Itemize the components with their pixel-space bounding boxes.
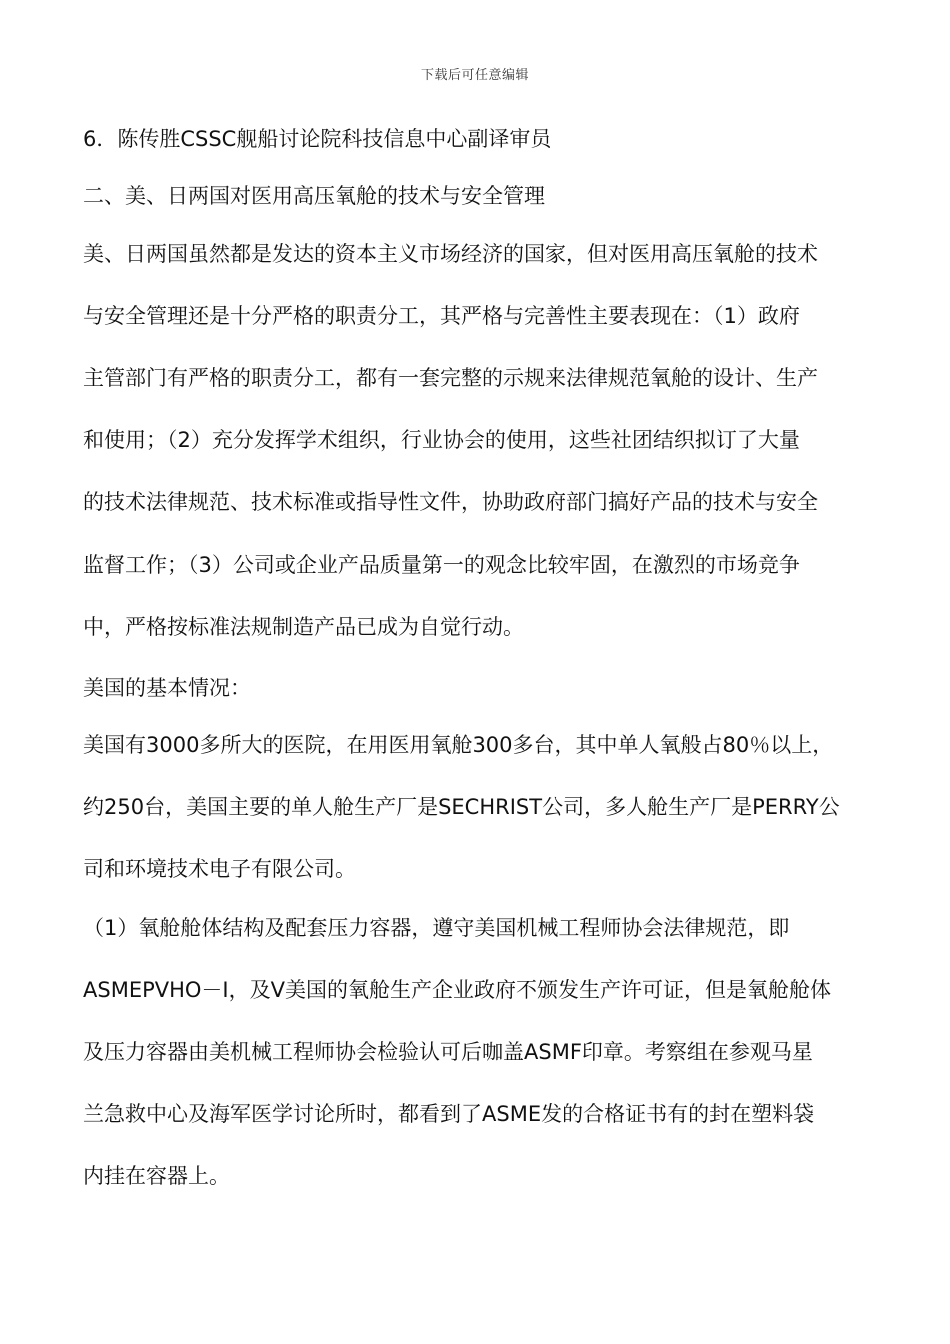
paragraph-line: 监督工作；（3）公司或企业产品质量第一的观念比较牢固，在激烈的市场竞争 <box>83 553 800 577</box>
paragraph-line: 司和环境技术电子有限公司。 <box>83 857 356 881</box>
paragraph-line: 中，严格按标准法规制造产品已成为自觉行动。 <box>83 615 524 639</box>
section-heading: 二、美、日两国对医用高压氧舱的技术与安全管理 <box>83 184 545 208</box>
paragraph-line: 的技术法律规范、技术标准或指导性文件，协助政府部门搞好产品的技术与安全 <box>83 490 818 514</box>
paragraph-line: 内挂在容器上。 <box>83 1164 230 1188</box>
paragraph-line: 兰急救中心及海军医学讨论所时，都看到了ASME发的合格证书有的封在塑料袋 <box>83 1102 815 1126</box>
paragraph-line: 和使用；（2）充分发挥学术组织，行业协会的使用，这些社团结织拟订了大量 <box>83 428 800 452</box>
paragraph-line: 美、日两国虽然都是发达的资本主义市场经济的国家，但对医用高压氧舱的技术 <box>83 242 818 266</box>
paragraph-line: 主管部门有严格的职责分工，都有一套完整的示规来法律规范氧舱的设计、生产 <box>83 366 818 390</box>
paragraph-line: ASMEPVHO－Ⅰ，及Ⅴ美国的氧舱生产企业政府不颁发生产许可证，但是氧舱舱体 <box>83 978 831 1002</box>
author-line: 6．陈传胜CSSC舰船讨论院科技信息中心副译审员 <box>83 127 552 151</box>
subsection-heading: 美国的基本情况： <box>83 676 251 700</box>
paragraph-line: 与安全管理还是十分严格的职责分工，其严格与完善性主要表现在：（1）政府 <box>83 304 800 328</box>
paragraph-line: 约250台，美国主要的单人舱生产厂是SECHRIST公司，多人舱生产厂是PERRY公 <box>83 795 840 819</box>
page-header: 下载后可任意编辑 <box>420 68 529 83</box>
paragraph-line: （1）氧舱舱体结构及配套压力容器，遵守美国机械工程师协会法律规范，即 <box>83 916 790 940</box>
paragraph-line: 美国有3000多所大的医院，在用医用氧舱300多台，其中单人氧般占80％以上， <box>83 733 834 757</box>
paragraph-line: 及压力容器由美机械工程师协会检验认可后咖盖ASMF印章。考察组在参观马星 <box>83 1040 813 1064</box>
